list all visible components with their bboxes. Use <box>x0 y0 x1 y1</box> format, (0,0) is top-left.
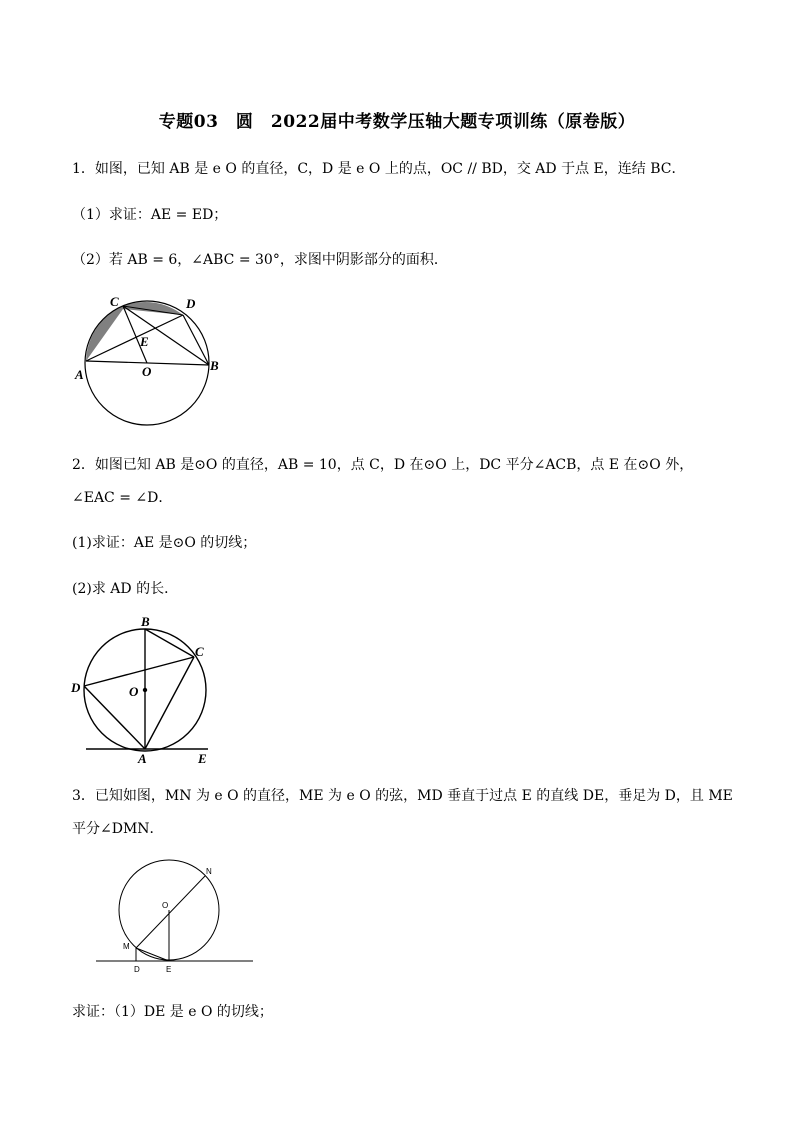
label-a: A <box>75 367 84 382</box>
label-b: B <box>210 358 219 373</box>
problem-3-part-1: 求证：（1）DE 是 e O 的切线； <box>72 1004 273 1020</box>
problem-3-stem-cont: 平分∠DMN． <box>72 821 164 837</box>
label-d: D <box>71 680 81 695</box>
problem-1-part-2: （2）若 AB = 6，∠ABC = 30°，求图中阴影部分的面积． <box>72 252 448 268</box>
label-e: E <box>166 965 172 974</box>
label-o: O <box>162 901 169 910</box>
problem-3-stem: 3．已知如图，MN 为 e O 的直径，ME 为 e O 的弦，MD 垂直于过点 E 的直线 DE，垂足为 D，且 ME <box>72 788 733 804</box>
page-title: 专题03 圆 2022届中考数学压轴大题专项训练（原卷版） <box>158 112 636 132</box>
label-e: E <box>198 751 207 766</box>
problem-2-part-1: (1)求证：AE 是⊙O 的切线； <box>72 535 257 551</box>
problem-2-stem: 2．如图已知 AB 是⊙O 的直径，AB = 10，点 C，D 在⊙O 上，DC 平分∠ACB，点 E 在⊙O 外， <box>72 457 694 473</box>
label-d: D <box>186 296 196 311</box>
label-c: C <box>110 294 119 309</box>
diameter-mn <box>136 876 205 948</box>
figure-2 <box>68 612 228 767</box>
center-dot <box>143 688 147 692</box>
figure-3 <box>92 858 257 978</box>
problem-2-part-2: (2)求 AD 的长． <box>72 581 179 597</box>
label-o: O <box>129 684 139 699</box>
chord-me <box>136 948 169 961</box>
segment-dc <box>84 657 194 686</box>
segment-bc <box>145 629 194 657</box>
problem-1-stem: 1．如图，已知 AB 是 e O 的直径，C，D 是 e O 上的点，OC // BD，交 AD 于点 E，连结 BC． <box>72 161 686 177</box>
label-o: O <box>142 364 152 379</box>
problem-2-stem-cont: ∠EAC = ∠D． <box>72 490 173 506</box>
shaded-region <box>86 302 183 361</box>
label-a: A <box>138 751 147 766</box>
figure-1 <box>70 290 230 430</box>
label-n: N <box>206 867 212 876</box>
label-b: B <box>141 614 150 629</box>
problem-1-part-1: （1）求证：AE = ED； <box>72 207 228 223</box>
label-m: M <box>123 942 130 951</box>
label-d: D <box>134 965 140 974</box>
label-c: C <box>195 644 204 659</box>
label-e: E <box>140 334 149 349</box>
